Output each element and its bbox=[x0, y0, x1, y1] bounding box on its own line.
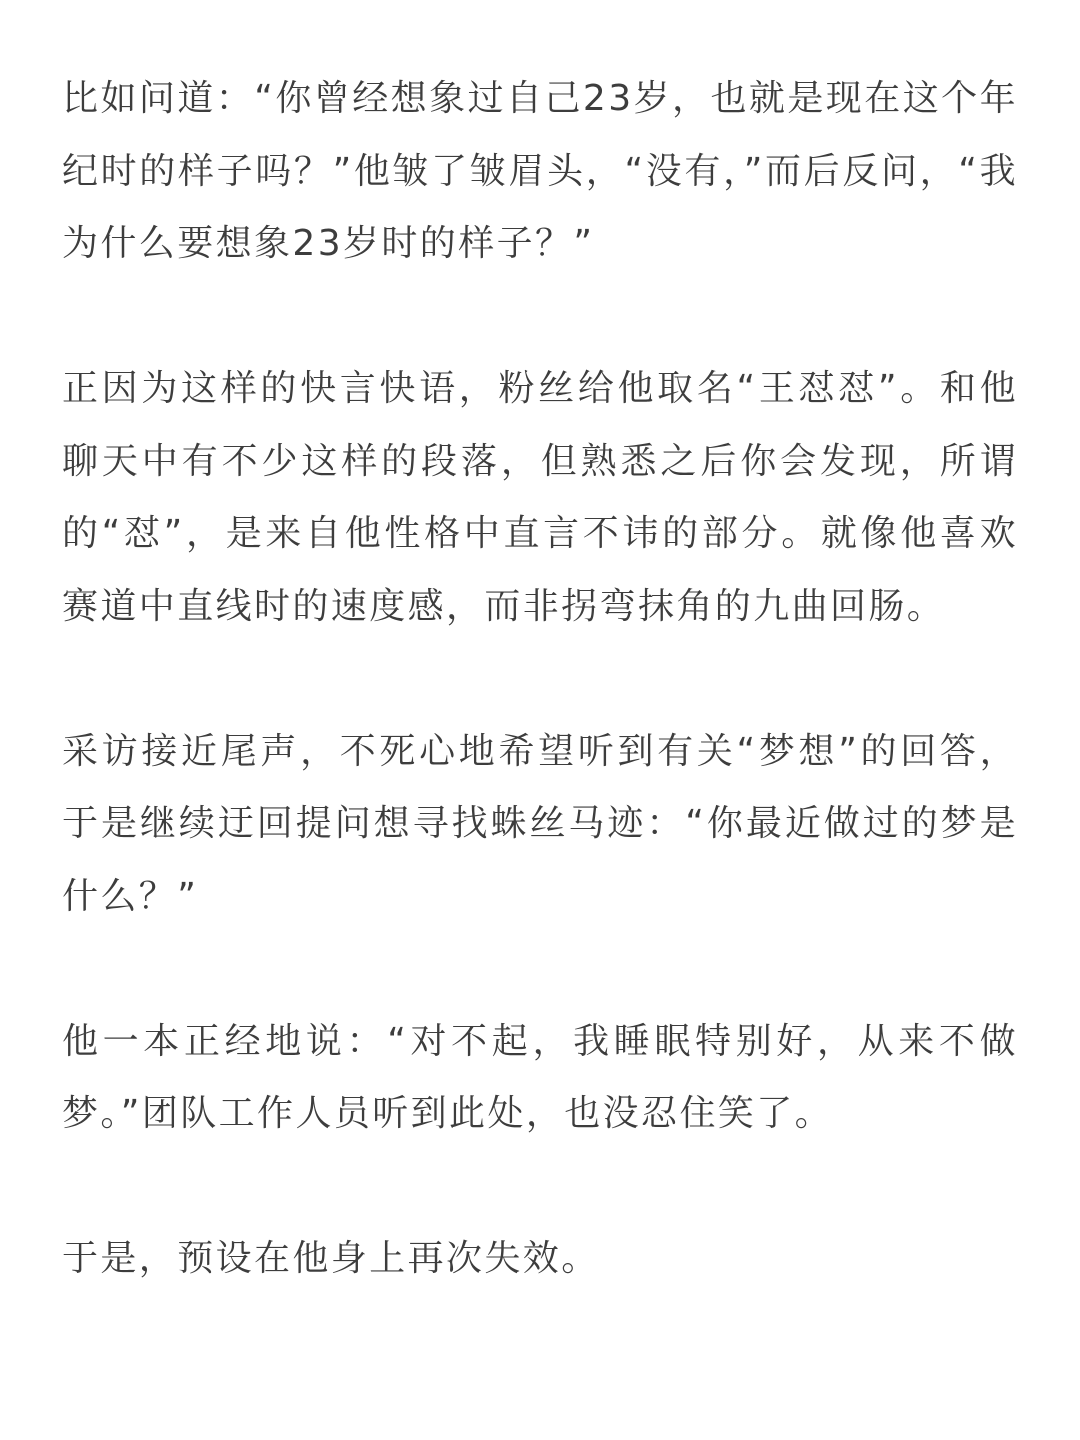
paragraph-2: 正因为这样的快言快语，粉丝给他取名“王怼怼”。和他聊天中有不少这样的段落，但熟悉之后你会发现，所谓的“怼”，是来自他性格中直言不讳的部分。就像他喜欢赛道中直线时的速度感，而非拐弯抹角的九曲回肠。 bbox=[62, 368, 1018, 627]
article-body bbox=[62, 63, 1018, 1296]
paragraph-1: 比如问道：“你曾经想象过自己23岁，也就是现在这个年纪时的样子吗？”他皱了皱眉头，“没有，”而后反问，“我为什么要想象23岁时的样子？” bbox=[62, 78, 1018, 264]
paragraph-4: 他一本正经地说：“对不起，我睡眠特别好，从来不做梦。”团队工作人员听到此处，也没忍住笑了。 bbox=[62, 1020, 1018, 1134]
paragraph-5: 于是，预设在他身上再次失效。 bbox=[62, 1238, 600, 1279]
paragraph-3: 采访接近尾声，不死心地希望听到有关“梦想”的回答，于是继续迂回提问想寻找蛛丝马迹：“你最近做过的梦是什么？” bbox=[62, 730, 1018, 917]
